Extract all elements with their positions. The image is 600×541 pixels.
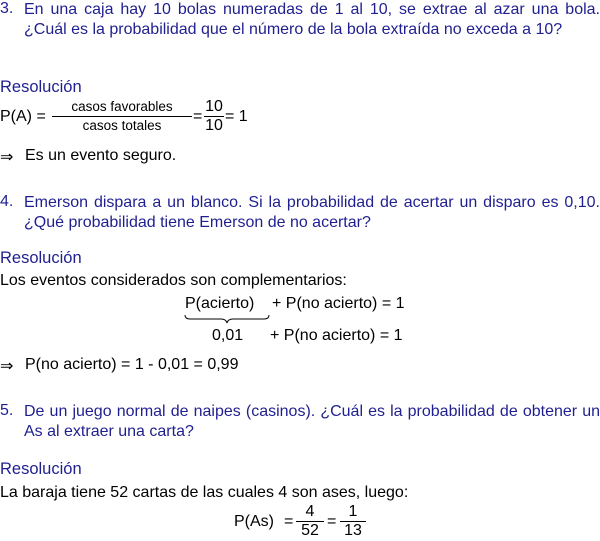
p-acierto-term: P(acierto) <box>185 295 255 312</box>
ten-over-ten-fraction <box>204 98 224 135</box>
fraction-denominator: 13 <box>344 522 362 539</box>
problem-4-resolution-heading: Resolución <box>0 249 82 267</box>
p-as-lhs: P(As) <box>234 513 274 530</box>
one-over-13-fraction <box>340 503 366 540</box>
formula-result: = 1 <box>225 108 248 125</box>
complement-equation-line-1: + P(no acierto) = 1 <box>272 295 405 312</box>
problem-3-conclusion: Es un evento seguro. <box>25 147 177 164</box>
p-acierto-value: 0,01 <box>212 327 244 344</box>
cases-fraction-denominator: casos totales <box>82 118 162 133</box>
problem-3-number: 3. <box>0 0 14 17</box>
problem-3-statement: En una caja hay 10 bolas numeradas de 1 al 10, se extrae al azar una bola. ¿Cuál es la probabilidad que el número de la bola extraída no exceda a 10? <box>24 1 600 38</box>
fraction-numerator: 4 <box>305 503 315 520</box>
cases-fraction <box>52 98 192 135</box>
equals-sign: = <box>327 513 337 530</box>
implies-arrow-icon: ⇒ <box>0 149 14 166</box>
problem-4-intro: Los eventos considerados son complementarios: <box>0 272 347 289</box>
problem-4-conclusion: P(no acierto) = 1 - 0,01 = 0,99 <box>25 356 239 373</box>
problem-5-statement: De un juego normal de naipes (casinos). ¿Cuál es la probabilidad de obtener un As al extraer una carta? <box>24 403 600 440</box>
probability-formula-lhs: P(A) = <box>0 108 46 125</box>
cases-fraction-numerator: casos favorables <box>71 99 173 114</box>
equals-sign: = <box>193 108 203 125</box>
four-over-52-fraction <box>296 503 324 540</box>
problem-4-statement: Emerson dispara a un blanco. Si la probabilidad de acertar un disparo es 0,10. ¿Qué probabilidad tiene Emerson de no acertar? <box>24 194 600 231</box>
implies-arrow-icon: ⇒ <box>0 358 14 375</box>
fraction-denominator: 52 <box>301 522 319 539</box>
problem-3-resolution-heading: Resolución <box>0 78 82 96</box>
fraction-numerator: 1 <box>348 503 358 520</box>
problem-4-number: 4. <box>0 193 14 210</box>
underbrace-icon <box>184 314 270 324</box>
fraction-denominator: 10 <box>205 117 223 134</box>
problem-5-intro: La baraja tiene 52 cartas de las cuales 4 son ases, luego: <box>0 484 409 501</box>
problem-5-resolution-heading: Resolución <box>0 460 82 478</box>
problem-5-number: 5. <box>0 402 14 419</box>
fraction-numerator: 10 <box>205 98 223 115</box>
complement-equation-line-2: + P(no acierto) = 1 <box>270 327 403 344</box>
equals-sign: = <box>284 513 294 530</box>
